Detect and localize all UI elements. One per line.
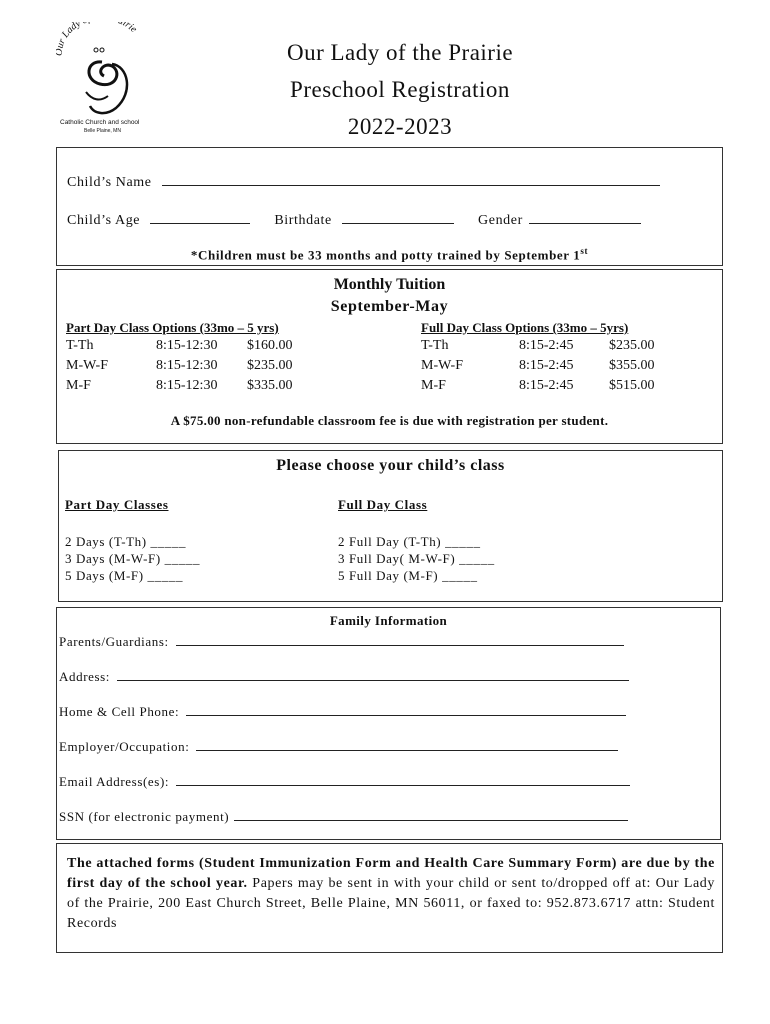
title-year: 2022-2023 (347, 114, 453, 139)
part-day-days-1: T-Th (66, 338, 94, 353)
full-day-header: Full Day Class Options (33mo – 5yrs) (421, 320, 629, 335)
address-label: Address: (59, 669, 111, 684)
address-row (59, 666, 629, 685)
page-title (180, 34, 620, 145)
logo-city: Belle Plaine, MN (84, 128, 121, 134)
email-label: Email Address(es): (59, 774, 170, 789)
age-requirement-note: *Children must be 33 months and potty trained by September 1st (190, 246, 589, 263)
full-day-days-3: M-F (421, 378, 446, 393)
ssn-field[interactable] (234, 806, 628, 821)
part-day-classes-header: Part Day Classes (65, 497, 169, 512)
logo-subtitle: Catholic Church and school (60, 119, 140, 126)
part-day-days-2: M-W-F (66, 358, 108, 373)
phone-label: Home & Cell Phone: (59, 704, 180, 719)
part-day-option-2days[interactable]: 2 Days (T-Th) _____ (65, 534, 187, 549)
part-day-days-3: M-F (66, 378, 91, 393)
full-day-time-1: 8:15-2:45 (519, 338, 574, 353)
part-day-time-2: 8:15-12:30 (156, 358, 218, 373)
child-name-field[interactable] (162, 171, 660, 186)
family-info-title: Family Information (329, 613, 448, 628)
child-age-label: Child’s Age (67, 213, 141, 228)
forms-due-note-details: Papers may be sent in with your child or sent to/dropped off at: Our Lady of the Prairie, 200 East Church Street, Belle Plaine, MN 56011, or faxed to: 952.873.6717 attn: Student Records (67, 876, 715, 931)
full-day-time-3: 8:15-2:45 (519, 378, 574, 393)
part-day-time-1: 8:15-12:30 (156, 338, 218, 353)
child-name-row (67, 171, 660, 191)
part-day-time-3: 8:15-12:30 (156, 378, 218, 393)
part-day-header: Part Day Class Options (33mo – 5 yrs) (66, 320, 279, 335)
title-school: Our Lady of the Prairie (286, 40, 514, 65)
forms-due-note (67, 854, 715, 934)
phone-field[interactable] (186, 701, 626, 716)
child-age-row (67, 209, 641, 229)
part-day-price-3: $335.00 (247, 378, 293, 393)
full-day-option-3days[interactable]: 3 Full Day( M-W-F) _____ (338, 551, 495, 566)
family-info-section (56, 607, 721, 840)
full-day-days-1: T-Th (421, 338, 449, 353)
email-row (59, 771, 630, 790)
title-form: Preschool Registration (290, 77, 510, 102)
tuition-title: Monthly Tuition (333, 276, 446, 293)
full-day-option-2days[interactable]: 2 Full Day (T-Th) _____ (338, 534, 481, 549)
phone-row (59, 701, 626, 720)
full-day-price-3: $515.00 (609, 378, 655, 393)
forms-due-note-section (56, 843, 723, 953)
school-logo (56, 22, 152, 134)
full-day-option-5days[interactable]: 5 Full Day (M-F) _____ (338, 568, 478, 583)
full-day-time-2: 8:15-2:45 (519, 358, 574, 373)
part-day-price-2: $235.00 (247, 358, 293, 373)
child-age-field[interactable] (150, 209, 250, 224)
full-day-price-1: $235.00 (609, 338, 655, 353)
forms-due-note-bold: The attached forms (Student Immunization Form and Health Care Summary Form) are due by the first day of the school year. (67, 856, 715, 891)
email-field[interactable] (176, 771, 630, 786)
tuition-period: September-May (330, 298, 449, 315)
full-day-days-2: M-W-F (421, 358, 463, 373)
address-field[interactable] (117, 666, 629, 681)
part-day-option-3days[interactable]: 3 Days (M-W-F) _____ (65, 551, 201, 566)
child-name-label: Child’s Name (67, 175, 152, 190)
parents-guardians-label: Parents/Guardians: (59, 634, 169, 649)
gender-field[interactable] (529, 209, 641, 224)
ssn-row (59, 806, 628, 825)
ssn-label: SSN (for electronic payment) (59, 809, 230, 824)
employer-row (59, 736, 618, 755)
classroom-fee-note: A $75.00 non-refundable classroom fee is due with registration per student. (170, 413, 609, 428)
child-info-section (56, 147, 723, 266)
birthdate-field[interactable] (342, 209, 454, 224)
parents-guardians-row (59, 631, 624, 650)
employer-label: Employer/Occupation: (59, 739, 190, 754)
class-choice-title: Please choose your child’s class (276, 457, 505, 474)
part-day-option-5days[interactable]: 5 Days (M-F) _____ (65, 568, 184, 583)
full-day-class-header: Full Day Class (338, 497, 428, 512)
tuition-section (56, 269, 723, 444)
class-choice-section (58, 450, 723, 602)
full-day-price-2: $355.00 (609, 358, 655, 373)
employer-field[interactable] (196, 736, 618, 751)
parents-guardians-field[interactable] (176, 631, 624, 646)
part-day-price-1: $160.00 (247, 338, 293, 353)
gender-label: Gender (478, 213, 523, 228)
logo-arc-text: r Lady irie (56, 22, 140, 46)
birthdate-label: Birthdate (274, 213, 332, 228)
